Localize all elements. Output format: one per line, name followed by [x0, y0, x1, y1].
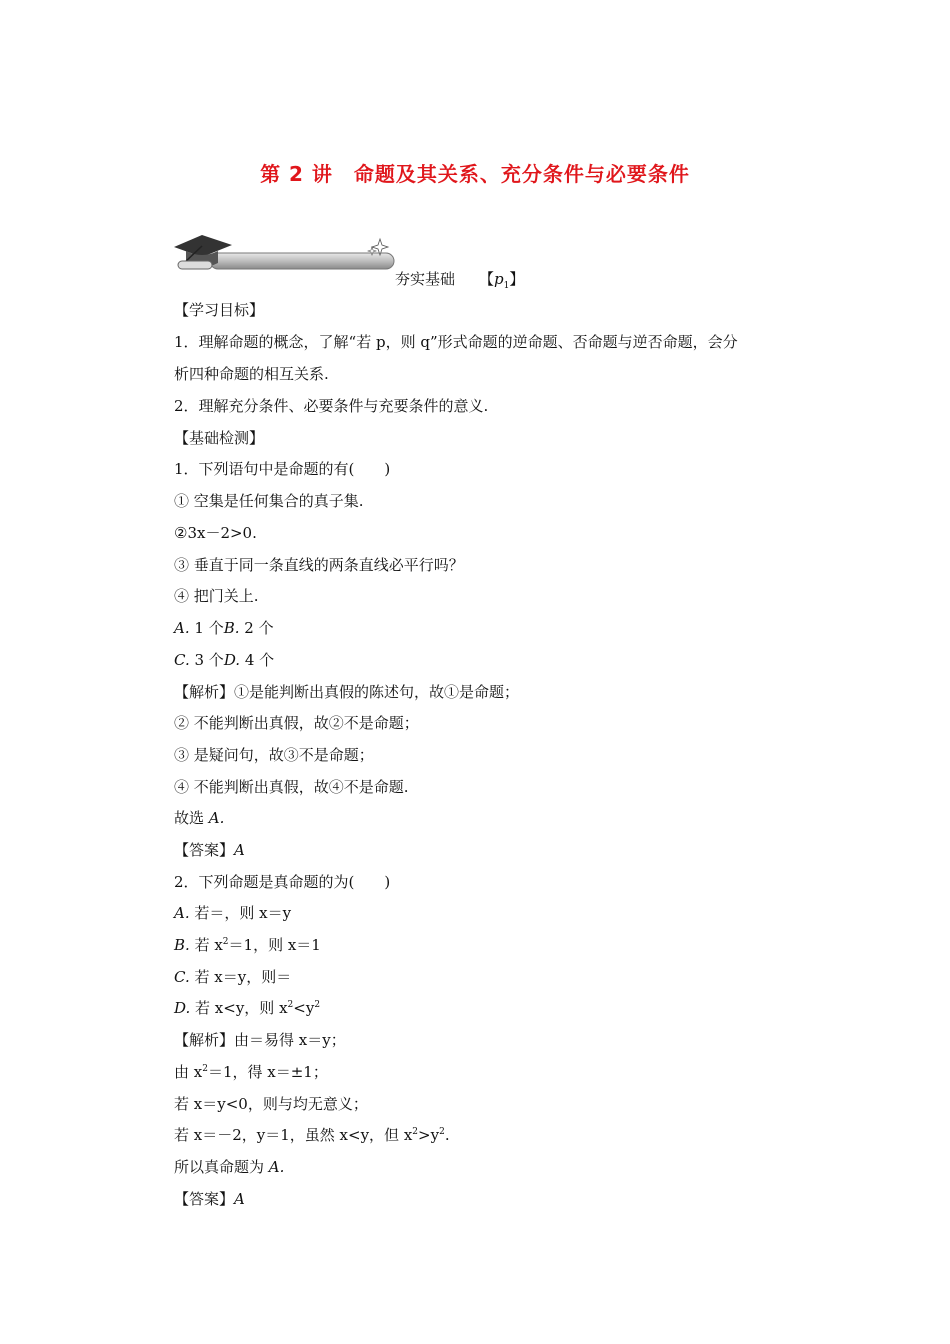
q2-answer: 【答案】A — [174, 1190, 245, 1208]
page-title: 第 2 讲 命题及其关系、充分条件与必要条件 — [260, 162, 690, 186]
q2-analysis-3: 若 x＝y<0，则与均无意义； — [174, 1095, 368, 1113]
q2-option-b: B. 若 $x^2=1$，则 x＝1 — [174, 936, 321, 954]
q1-stem: 1．下列语句中是命题的有( ) — [174, 460, 391, 478]
objective-1-cont: 析四种命题的相互关系. — [174, 365, 329, 383]
q1-statement-4: ④ 把门关上. — [174, 587, 259, 605]
objectives-heading: 【学习目标】 — [174, 301, 265, 319]
section-banner-label: 夯实基础 【$p_1$】 — [395, 270, 525, 291]
q2-option-d: D. 若 x<y，则 $x^2<y^2$ — [174, 999, 321, 1017]
q1-choose: 故选 A. — [174, 809, 225, 827]
q2-stem: 2．下列命题是真命题的为( ) — [174, 873, 391, 891]
q2-analysis-2: 由 $x^2=1$，得 x＝±1； — [174, 1063, 328, 1081]
objective-2: 2．理解充分条件、必要条件与充要条件的意义. — [174, 397, 489, 415]
q2-option-a: A. 若＝，则 x＝y — [174, 904, 292, 922]
q2-analysis: 【解析】由＝易得 x＝y； — [174, 1031, 346, 1049]
check-heading: 【基础检测】 — [174, 429, 265, 447]
q1-analysis: 【解析】①是能判断出真假的陈述句，故①是命题； — [174, 683, 520, 701]
q2-conclusion: 所以真命题为 A. — [174, 1158, 285, 1176]
q1-statement-2: ②3x－2>0. — [174, 524, 257, 542]
q1-analysis-3: ③ 是疑问句，故③不是命题； — [174, 746, 374, 764]
graduation-cap-banner — [172, 233, 412, 285]
q1-statement-3: ③ 垂直于同一条直线的两条直线必平行吗？ — [174, 556, 464, 574]
q1-statement-1: ① 空集是任何集合的真子集. — [174, 492, 364, 510]
q1-analysis-4: ④ 不能判断出真假，故④不是命题. — [174, 778, 409, 796]
q1-answer: 【答案】A — [174, 841, 245, 859]
q1-options-ab: A. 1 个B. 2 个 — [174, 619, 274, 637]
q1-options-cd: C. 3 个D. 4 个 — [174, 651, 275, 669]
q2-option-c: C. 若 x＝y，则＝ — [174, 968, 292, 986]
q2-analysis-4: 若 x＝－2，y＝1，虽然 x<y，但 $x^2>y^2$. — [174, 1126, 450, 1144]
q1-analysis-2: ② 不能判断出真假，故②不是命题； — [174, 714, 419, 732]
objective-1: 1．理解命题的概念，了解“若 p，则 q”形式命题的逆命题、否命题与逆否命题，会分 — [174, 333, 738, 351]
